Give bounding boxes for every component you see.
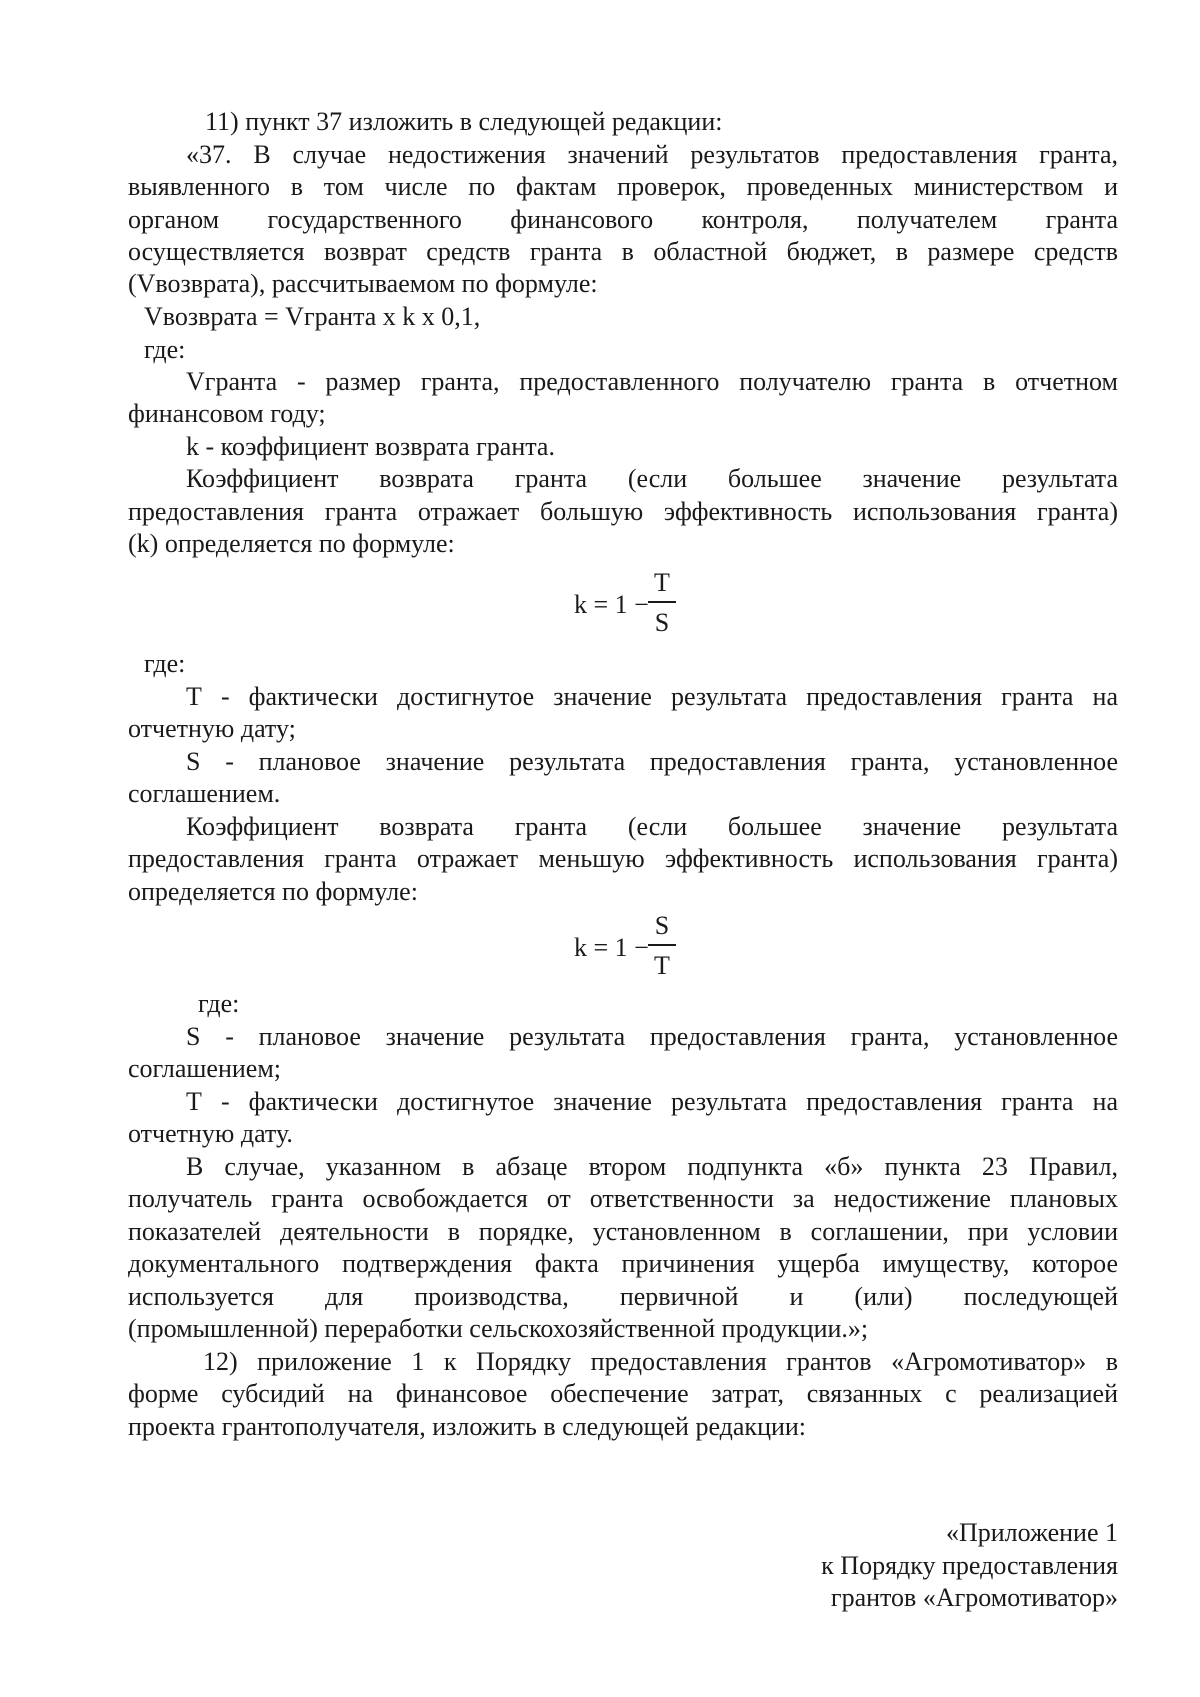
t-definition-2-line-1: Т - фактически достигнутое значение результата предоставления гранта на	[186, 1087, 1118, 1116]
item-12-line-3: проекта грантополучателя, изложить в следующей редакции:	[128, 1412, 807, 1441]
appendix-heading-line-3: грантов «Агромотиватор»	[830, 1583, 1118, 1612]
k-definition: k - коэффициент возврата гранта.	[186, 432, 555, 461]
where-label-1: где:	[144, 335, 186, 364]
formula-k-t-over-s	[500, 567, 700, 643]
coef-paragraph-2-line-2: предоставления гранта отражает меньшую эффективность использования гранта)	[128, 844, 1118, 873]
formula-1-denominator: S	[654, 608, 670, 637]
vgranta-definition-line-1: Vгранта - размер гранта, предоставленного получателю гранта в отчетном	[186, 367, 1118, 396]
paragraph-37-line-1: «37. В случае недостижения значений результатов предоставления гранта,	[186, 140, 1118, 169]
coef-paragraph-2-line-1: Коэффициент возврата гранта (если большее значение результата	[186, 812, 1118, 841]
coef-paragraph-1-line-2: предоставления гранта отражает большую эффективность использования гранта)	[128, 497, 1118, 526]
paragraph-37-line-5: (Vвозврата), рассчитываемом по формуле:	[128, 269, 598, 298]
exemption-paragraph-line-3: показателей деятельности в порядке, установленном в соглашении, при условии	[128, 1217, 1118, 1246]
exemption-paragraph-line-1: В случае, указанном в абзаце втором подпункта «б» пункта 23 Правил,	[186, 1152, 1118, 1181]
formula-1-lhs: k = 1 −	[574, 590, 649, 619]
item-11-heading: 11) пункт 37 изложить в следующей редакции:	[205, 107, 723, 136]
paragraph-37-line-4: осуществляется возврат средств гранта в областной бюджет, в размере средств	[128, 237, 1118, 266]
s-definition-2-line-2: соглашением;	[128, 1054, 282, 1083]
s-definition-2-line-1: S - плановое значение результата предоставления гранта, установленное	[186, 1022, 1118, 1051]
formula-2-fraction	[648, 910, 676, 982]
vgranta-definition-line-2: финансовом году;	[128, 399, 326, 428]
exemption-paragraph-line-4: документального подтверждения факта причинения ущерба имуществу, которое	[128, 1249, 1118, 1278]
formula-k-s-over-t	[500, 910, 700, 986]
exemption-paragraph-line-2: получатель гранта освобождается от ответственности за недостижение плановых	[128, 1184, 1118, 1213]
exemption-paragraph-line-5: используется для производства, первичной и (или) последующей	[128, 1282, 1118, 1311]
item-12-line-2: форме субсидий на финансовое обеспечение затрат, связанных с реализацией	[128, 1379, 1118, 1408]
exemption-paragraph-line-6: (промышленной) переработки сельскохозяйственной продукции.»;	[128, 1314, 869, 1343]
formula-1-numerator: Т	[654, 568, 670, 597]
coef-paragraph-1-line-1: Коэффициент возврата гранта (если большее значение результата	[186, 464, 1118, 493]
formula-2-denominator: Т	[654, 951, 670, 980]
coef-paragraph-2-line-3: определяется по формуле:	[128, 877, 418, 906]
fraction-bar	[648, 944, 676, 946]
appendix-heading-line-1: «Приложение 1	[945, 1518, 1118, 1547]
formula-2-numerator: S	[654, 911, 670, 940]
coef-paragraph-1-line-3: (k) определяется по формуле:	[128, 529, 455, 558]
formula-2-lhs: k = 1 −	[574, 933, 649, 962]
s-definition-1-line-1: S - плановое значение результата предоставления гранта, установленное	[186, 747, 1118, 776]
s-definition-1-line-2: соглашением.	[128, 779, 281, 808]
where-label-3: где:	[198, 989, 240, 1018]
t-definition-2-line-2: отчетную дату.	[128, 1119, 293, 1148]
appendix-heading-line-2: к Порядку предоставления	[821, 1551, 1118, 1580]
formula-1-fraction	[648, 567, 676, 639]
item-12-line-1: 12) приложение 1 к Порядку предоставления грантов «Агромотиватор» в	[203, 1347, 1118, 1376]
refund-formula: Vвозврата = Vгранта х k х 0,1,	[144, 302, 481, 331]
where-label-2: где:	[144, 649, 186, 678]
paragraph-37-line-3: органом государственного финансового контроля, получателем гранта	[128, 205, 1118, 234]
paragraph-37-line-2: выявленного в том числе по фактам проверок, проведенных министерством и	[128, 172, 1118, 201]
t-definition-1-line-1: Т - фактически достигнутое значение результата предоставления гранта на	[186, 682, 1118, 711]
fraction-bar	[648, 601, 676, 603]
t-definition-1-line-2: отчетную дату;	[128, 714, 296, 743]
